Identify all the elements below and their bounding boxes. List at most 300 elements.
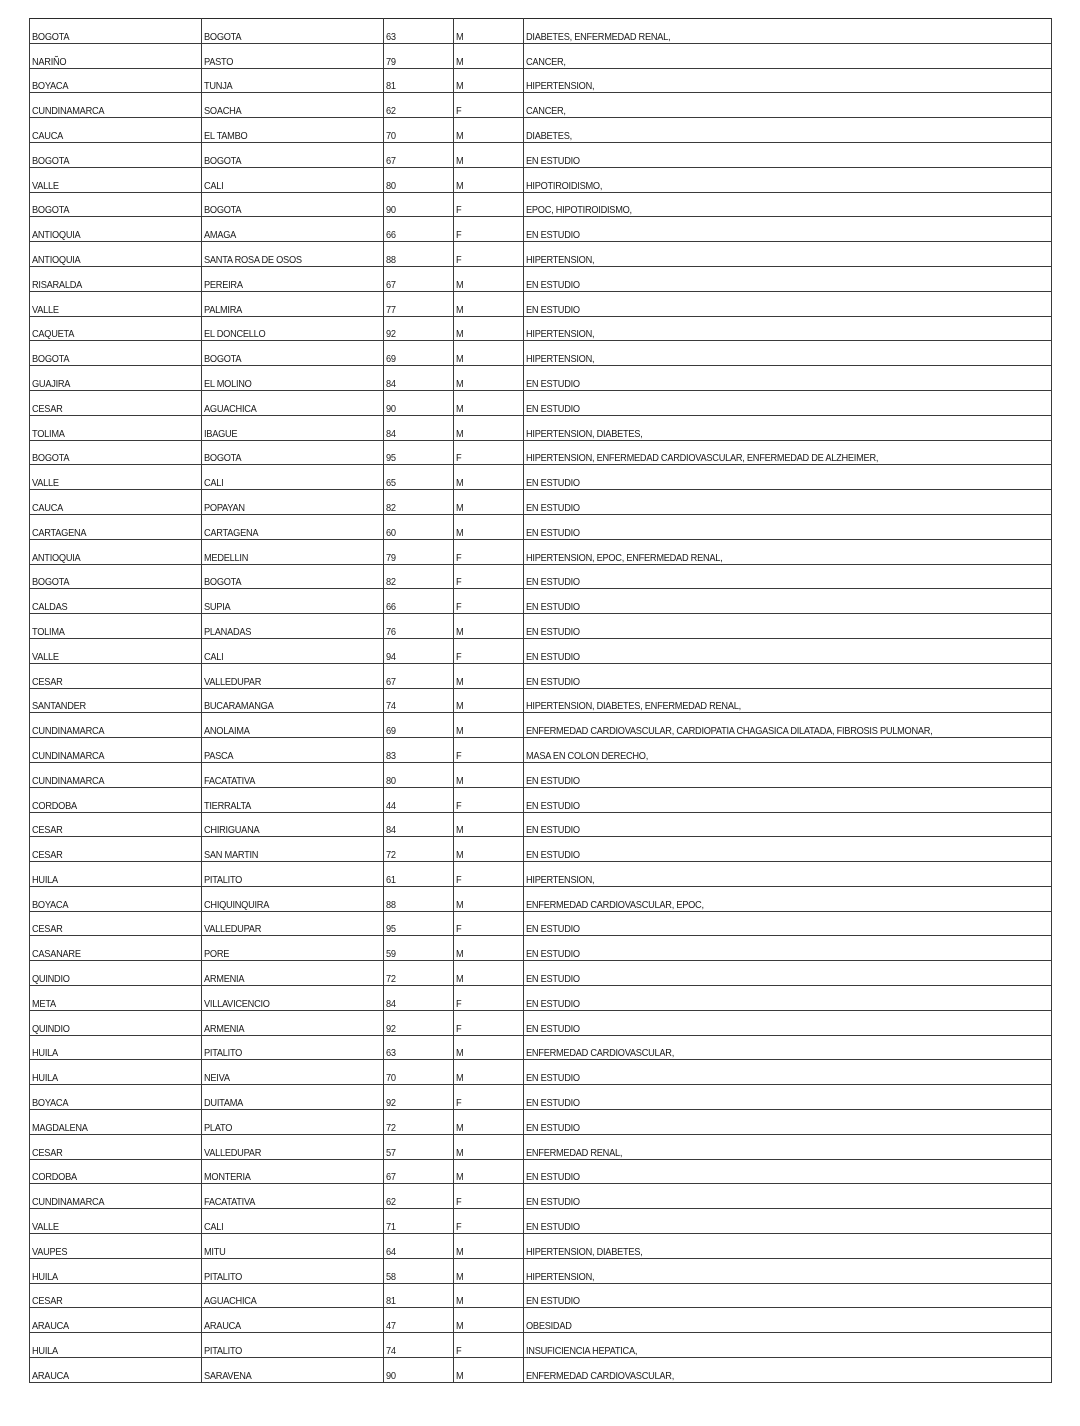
department-cell-text: CUNDINAMARCA bbox=[32, 1196, 105, 1209]
sex-cell-text: F bbox=[456, 452, 462, 465]
department-cell bbox=[30, 217, 202, 242]
conditions-cell-text: EN ESTUDIO bbox=[526, 501, 580, 514]
sex-cell-text: M bbox=[456, 1047, 464, 1060]
conditions-cell bbox=[524, 490, 1052, 515]
department-cell-text: SANTANDER bbox=[32, 700, 86, 713]
city-cell bbox=[202, 514, 384, 539]
sex-cell-text: M bbox=[456, 179, 464, 192]
age-cell bbox=[384, 936, 454, 961]
department-cell bbox=[30, 1060, 202, 1085]
conditions-cell bbox=[524, 242, 1052, 267]
city-cell bbox=[202, 93, 384, 118]
department-cell-text: ANTIOQUIA bbox=[32, 551, 81, 564]
department-cell bbox=[30, 614, 202, 639]
city-cell bbox=[202, 1308, 384, 1333]
conditions-cell-text: EN ESTUDIO bbox=[526, 526, 580, 539]
department-cell-text: ARAUCA bbox=[32, 1369, 69, 1382]
department-cell-text: CASANARE bbox=[32, 948, 81, 961]
department-cell bbox=[30, 1308, 202, 1333]
age-cell-text: 77 bbox=[386, 303, 396, 316]
sex-cell bbox=[454, 43, 524, 68]
department-cell bbox=[30, 762, 202, 787]
city-cell-text: CALI bbox=[204, 179, 224, 192]
age-cell bbox=[384, 316, 454, 341]
conditions-cell-text: EN ESTUDIO bbox=[526, 1097, 580, 1110]
conditions-cell-text: EN ESTUDIO bbox=[526, 824, 580, 837]
table-row bbox=[30, 514, 1052, 539]
age-cell-text: 90 bbox=[386, 402, 396, 415]
conditions-cell bbox=[524, 68, 1052, 93]
age-cell bbox=[384, 1358, 454, 1383]
conditions-cell bbox=[524, 1234, 1052, 1259]
conditions-cell bbox=[524, 564, 1052, 589]
table-row bbox=[30, 167, 1052, 192]
age-cell bbox=[384, 217, 454, 242]
table-row bbox=[30, 713, 1052, 738]
department-cell-text: BOGOTA bbox=[32, 204, 70, 217]
city-cell-text: ARMENIA bbox=[204, 1022, 245, 1035]
city-cell bbox=[202, 688, 384, 713]
sex-cell bbox=[454, 490, 524, 515]
table-row bbox=[30, 1035, 1052, 1060]
city-cell-text: EL DONCELLO bbox=[204, 328, 266, 341]
sex-cell bbox=[454, 1159, 524, 1184]
city-cell-text: PEREIRA bbox=[204, 278, 243, 291]
department-cell-text: BOYACA bbox=[32, 898, 69, 911]
age-cell-text: 81 bbox=[386, 1295, 396, 1308]
age-cell-text: 61 bbox=[386, 873, 396, 886]
conditions-cell-text: EN ESTUDIO bbox=[526, 1121, 580, 1134]
city-cell bbox=[202, 19, 384, 44]
table-row bbox=[30, 440, 1052, 465]
city-cell bbox=[202, 266, 384, 291]
sex-cell bbox=[454, 862, 524, 887]
department-cell-text: CORDOBA bbox=[32, 799, 77, 812]
conditions-cell-text: ENFERMEDAD CARDIOVASCULAR, EPOC, bbox=[526, 898, 704, 911]
age-cell-text: 82 bbox=[386, 501, 396, 514]
age-cell bbox=[384, 93, 454, 118]
sex-cell bbox=[454, 837, 524, 862]
department-cell bbox=[30, 1358, 202, 1383]
table-row bbox=[30, 812, 1052, 837]
city-cell-text: AGUACHICA bbox=[204, 1295, 257, 1308]
sex-cell-text: M bbox=[456, 154, 464, 167]
conditions-cell-text: EN ESTUDIO bbox=[526, 278, 580, 291]
conditions-cell-text: HIPERTENSION, DIABETES, bbox=[526, 1245, 643, 1258]
conditions-cell-text: EN ESTUDIO bbox=[526, 1221, 580, 1234]
age-cell-text: 70 bbox=[386, 129, 396, 142]
age-cell-text: 72 bbox=[386, 849, 396, 862]
city-cell bbox=[202, 713, 384, 738]
conditions-cell-text: EN ESTUDIO bbox=[526, 1295, 580, 1308]
sex-cell-text: F bbox=[456, 576, 462, 589]
sex-cell bbox=[454, 1010, 524, 1035]
department-cell-text: TOLIMA bbox=[32, 427, 65, 440]
sex-cell-text: M bbox=[456, 377, 464, 390]
department-cell-text: CESAR bbox=[32, 824, 63, 837]
age-cell-text: 63 bbox=[386, 1047, 396, 1060]
department-cell bbox=[30, 961, 202, 986]
city-cell bbox=[202, 886, 384, 911]
department-cell-text: CESAR bbox=[32, 1146, 63, 1159]
age-cell bbox=[384, 291, 454, 316]
age-cell-text: 60 bbox=[386, 526, 396, 539]
age-cell-text: 79 bbox=[386, 55, 396, 68]
age-cell-text: 80 bbox=[386, 774, 396, 787]
city-cell bbox=[202, 1333, 384, 1358]
department-cell bbox=[30, 911, 202, 936]
sex-cell bbox=[454, 217, 524, 242]
sex-cell-text: M bbox=[456, 898, 464, 911]
department-cell-text: VALLE bbox=[32, 303, 59, 316]
age-cell-text: 79 bbox=[386, 551, 396, 564]
conditions-cell bbox=[524, 366, 1052, 391]
age-cell-text: 90 bbox=[386, 204, 396, 217]
department-cell bbox=[30, 688, 202, 713]
table-row bbox=[30, 1010, 1052, 1035]
sex-cell-text: M bbox=[456, 55, 464, 68]
sex-cell bbox=[454, 589, 524, 614]
table-row bbox=[30, 862, 1052, 887]
conditions-cell-text: HIPERTENSION, DIABETES, ENFERMEDAD RENAL, bbox=[526, 700, 741, 713]
sex-cell-text: M bbox=[456, 129, 464, 142]
city-cell-text: PITALITO bbox=[204, 873, 243, 886]
city-cell-text: BOGOTA bbox=[204, 353, 242, 366]
sex-cell bbox=[454, 118, 524, 143]
conditions-cell bbox=[524, 316, 1052, 341]
age-cell-text: 74 bbox=[386, 1345, 396, 1358]
age-cell bbox=[384, 118, 454, 143]
department-cell bbox=[30, 713, 202, 738]
age-cell-text: 82 bbox=[386, 576, 396, 589]
conditions-cell bbox=[524, 390, 1052, 415]
city-cell-text: PASCA bbox=[204, 749, 234, 762]
sex-cell bbox=[454, 167, 524, 192]
department-cell-text: CAUCA bbox=[32, 501, 64, 514]
records-table-body bbox=[30, 19, 1052, 1383]
sex-cell bbox=[454, 614, 524, 639]
city-cell-text: CALI bbox=[204, 1221, 224, 1234]
sex-cell-text: M bbox=[456, 353, 464, 366]
sex-cell bbox=[454, 961, 524, 986]
department-cell bbox=[30, 1258, 202, 1283]
age-cell-text: 66 bbox=[386, 229, 396, 242]
department-cell-text: CESAR bbox=[32, 402, 63, 415]
conditions-cell bbox=[524, 440, 1052, 465]
conditions-cell-text: HIPERTENSION, DIABETES, bbox=[526, 427, 643, 440]
table-row bbox=[30, 217, 1052, 242]
city-cell-text: BOGOTA bbox=[204, 154, 242, 167]
age-cell-text: 58 bbox=[386, 1270, 396, 1283]
age-cell bbox=[384, 614, 454, 639]
department-cell-text: TOLIMA bbox=[32, 625, 65, 638]
table-row bbox=[30, 68, 1052, 93]
sex-cell-text: F bbox=[456, 601, 462, 614]
age-cell-text: 81 bbox=[386, 80, 396, 93]
conditions-cell-text: HIPERTENSION, bbox=[526, 873, 595, 886]
conditions-cell-text: EN ESTUDIO bbox=[526, 377, 580, 390]
department-cell-text: CESAR bbox=[32, 1295, 63, 1308]
city-cell bbox=[202, 837, 384, 862]
age-cell-text: 74 bbox=[386, 700, 396, 713]
city-cell-text: ARAUCA bbox=[204, 1320, 241, 1333]
conditions-cell bbox=[524, 43, 1052, 68]
city-cell-text: CHIRIGUANA bbox=[204, 824, 260, 837]
sex-cell-text: M bbox=[456, 1320, 464, 1333]
city-cell bbox=[202, 936, 384, 961]
sex-cell bbox=[454, 762, 524, 787]
sex-cell-text: F bbox=[456, 1221, 462, 1234]
department-cell-text: HUILA bbox=[32, 1270, 58, 1283]
sex-cell-text: M bbox=[456, 849, 464, 862]
sex-cell-text: F bbox=[456, 923, 462, 936]
sex-cell bbox=[454, 986, 524, 1011]
table-row bbox=[30, 1184, 1052, 1209]
city-cell bbox=[202, 663, 384, 688]
table-row bbox=[30, 390, 1052, 415]
age-cell bbox=[384, 192, 454, 217]
department-cell-text: BOGOTA bbox=[32, 30, 70, 43]
conditions-cell-text: OBESIDAD bbox=[526, 1320, 572, 1333]
department-cell bbox=[30, 19, 202, 44]
sex-cell bbox=[454, 1134, 524, 1159]
sex-cell bbox=[454, 266, 524, 291]
department-cell bbox=[30, 1184, 202, 1209]
sex-cell bbox=[454, 564, 524, 589]
conditions-cell-text: EN ESTUDIO bbox=[526, 1196, 580, 1209]
age-cell bbox=[384, 812, 454, 837]
department-cell bbox=[30, 1209, 202, 1234]
city-cell bbox=[202, 68, 384, 93]
city-cell bbox=[202, 1209, 384, 1234]
city-cell-text: PITALITO bbox=[204, 1345, 243, 1358]
sex-cell-text: F bbox=[456, 650, 462, 663]
sex-cell bbox=[454, 688, 524, 713]
sex-cell-text: F bbox=[456, 749, 462, 762]
conditions-cell-text: EN ESTUDIO bbox=[526, 1022, 580, 1035]
conditions-cell-text: HIPERTENSION, EPOC, ENFERMEDAD RENAL, bbox=[526, 551, 723, 564]
sex-cell bbox=[454, 68, 524, 93]
sex-cell-text: F bbox=[456, 997, 462, 1010]
conditions-cell-text: EN ESTUDIO bbox=[526, 625, 580, 638]
conditions-cell bbox=[524, 1333, 1052, 1358]
age-cell-text: 95 bbox=[386, 452, 396, 465]
department-cell-text: RISARALDA bbox=[32, 278, 83, 291]
department-cell bbox=[30, 738, 202, 763]
department-cell bbox=[30, 465, 202, 490]
sex-cell bbox=[454, 1283, 524, 1308]
sex-cell-text: F bbox=[456, 253, 462, 266]
age-cell bbox=[384, 886, 454, 911]
city-cell bbox=[202, 316, 384, 341]
city-cell bbox=[202, 1085, 384, 1110]
age-cell bbox=[384, 1283, 454, 1308]
department-cell bbox=[30, 68, 202, 93]
conditions-cell-text: EN ESTUDIO bbox=[526, 923, 580, 936]
department-cell-text: HUILA bbox=[32, 1047, 58, 1060]
conditions-cell bbox=[524, 1159, 1052, 1184]
age-cell bbox=[384, 539, 454, 564]
department-cell-text: VALLE bbox=[32, 650, 59, 663]
sex-cell-text: M bbox=[456, 30, 464, 43]
department-cell-text: CALDAS bbox=[32, 601, 68, 614]
department-cell bbox=[30, 1159, 202, 1184]
conditions-cell-text: EN ESTUDIO bbox=[526, 650, 580, 663]
department-cell bbox=[30, 862, 202, 887]
city-cell-text: PORE bbox=[204, 948, 230, 961]
table-row bbox=[30, 291, 1052, 316]
sex-cell bbox=[454, 514, 524, 539]
city-cell bbox=[202, 142, 384, 167]
conditions-cell-text: MASA EN COLON DERECHO, bbox=[526, 749, 649, 762]
sex-cell-text: M bbox=[456, 526, 464, 539]
city-cell-text: VALLEDUPAR bbox=[204, 923, 262, 936]
age-cell bbox=[384, 1308, 454, 1333]
city-cell bbox=[202, 539, 384, 564]
conditions-cell-text: EN ESTUDIO bbox=[526, 675, 580, 688]
table-row bbox=[30, 1358, 1052, 1383]
city-cell bbox=[202, 167, 384, 192]
sex-cell bbox=[454, 242, 524, 267]
city-cell-text: FACATATIVA bbox=[204, 774, 256, 787]
age-cell bbox=[384, 1110, 454, 1135]
sex-cell bbox=[454, 341, 524, 366]
sex-cell bbox=[454, 738, 524, 763]
department-cell-text: VALLE bbox=[32, 179, 59, 192]
table-row bbox=[30, 638, 1052, 663]
department-cell bbox=[30, 440, 202, 465]
sex-cell-text: F bbox=[456, 1345, 462, 1358]
sex-cell bbox=[454, 663, 524, 688]
age-cell-text: 92 bbox=[386, 1022, 396, 1035]
city-cell-text: FACATATIVA bbox=[204, 1196, 256, 1209]
sex-cell bbox=[454, 192, 524, 217]
age-cell-text: 92 bbox=[386, 1097, 396, 1110]
city-cell bbox=[202, 118, 384, 143]
sex-cell bbox=[454, 1060, 524, 1085]
age-cell bbox=[384, 1085, 454, 1110]
age-cell-text: 83 bbox=[386, 749, 396, 762]
department-cell-text: BOGOTA bbox=[32, 452, 70, 465]
sex-cell bbox=[454, 713, 524, 738]
age-cell bbox=[384, 787, 454, 812]
department-cell-text: QUINDIO bbox=[32, 1022, 70, 1035]
city-cell-text: TUNJA bbox=[204, 80, 233, 93]
age-cell-text: 80 bbox=[386, 179, 396, 192]
city-cell-text: VALLEDUPAR bbox=[204, 675, 262, 688]
conditions-cell-text: HIPERTENSION, ENFERMEDAD CARDIOVASCULAR, ENFERMEDAD DE ALZHEIMER, bbox=[526, 452, 879, 465]
conditions-cell-text: ENFERMEDAD RENAL, bbox=[526, 1146, 623, 1159]
department-cell bbox=[30, 390, 202, 415]
city-cell-text: PALMIRA bbox=[204, 303, 243, 316]
city-cell bbox=[202, 415, 384, 440]
sex-cell bbox=[454, 1110, 524, 1135]
city-cell bbox=[202, 961, 384, 986]
department-cell-text: BOGOTA bbox=[32, 353, 70, 366]
city-cell-text: IBAGUE bbox=[204, 427, 238, 440]
city-cell-text: POPAYAN bbox=[204, 501, 245, 514]
table-row bbox=[30, 738, 1052, 763]
age-cell-text: 67 bbox=[386, 154, 396, 167]
department-cell bbox=[30, 415, 202, 440]
department-cell-text: CUNDINAMARCA bbox=[32, 749, 105, 762]
age-cell-text: 64 bbox=[386, 1245, 396, 1258]
city-cell-text: AGUACHICA bbox=[204, 402, 257, 415]
city-cell bbox=[202, 762, 384, 787]
table-row bbox=[30, 663, 1052, 688]
city-cell-text: BOGOTA bbox=[204, 576, 242, 589]
conditions-cell bbox=[524, 1134, 1052, 1159]
age-cell bbox=[384, 663, 454, 688]
table-row bbox=[30, 142, 1052, 167]
sex-cell-text: M bbox=[456, 1146, 464, 1159]
age-cell-text: 95 bbox=[386, 923, 396, 936]
city-cell-text: TIERRALTA bbox=[204, 799, 252, 812]
age-cell bbox=[384, 589, 454, 614]
table-row bbox=[30, 341, 1052, 366]
city-cell bbox=[202, 242, 384, 267]
city-cell bbox=[202, 638, 384, 663]
conditions-cell-text: EN ESTUDIO bbox=[526, 402, 580, 415]
table-row bbox=[30, 366, 1052, 391]
city-cell bbox=[202, 1035, 384, 1060]
table-row bbox=[30, 539, 1052, 564]
sex-cell bbox=[454, 1209, 524, 1234]
department-cell-text: VALLE bbox=[32, 477, 59, 490]
conditions-cell-text: HIPERTENSION, bbox=[526, 328, 595, 341]
age-cell-text: 88 bbox=[386, 898, 396, 911]
age-cell-text: 84 bbox=[386, 427, 396, 440]
age-cell bbox=[384, 19, 454, 44]
city-cell bbox=[202, 390, 384, 415]
city-cell-text: DUITAMA bbox=[204, 1097, 244, 1110]
city-cell bbox=[202, 812, 384, 837]
city-cell-text: VALLEDUPAR bbox=[204, 1146, 262, 1159]
city-cell bbox=[202, 787, 384, 812]
conditions-cell-text: HIPERTENSION, bbox=[526, 1270, 595, 1283]
city-cell bbox=[202, 490, 384, 515]
table-row bbox=[30, 1308, 1052, 1333]
sex-cell-text: M bbox=[456, 1295, 464, 1308]
conditions-cell-text: ENFERMEDAD CARDIOVASCULAR, CARDIOPATIA CHAGASICA DILATADA, FIBROSIS PULMONAR, bbox=[526, 725, 933, 738]
department-cell-text: CAQUETA bbox=[32, 328, 75, 341]
age-cell bbox=[384, 1258, 454, 1283]
city-cell bbox=[202, 564, 384, 589]
table-row bbox=[30, 19, 1052, 44]
sex-cell-text: F bbox=[456, 1022, 462, 1035]
department-cell bbox=[30, 539, 202, 564]
age-cell-text: 62 bbox=[386, 105, 396, 118]
city-cell-text: ANOLAIMA bbox=[204, 725, 250, 738]
conditions-cell-text: CANCER, bbox=[526, 55, 566, 68]
conditions-cell-text: EN ESTUDIO bbox=[526, 973, 580, 986]
department-cell bbox=[30, 93, 202, 118]
department-cell bbox=[30, 514, 202, 539]
city-cell-text: BUCARAMANGA bbox=[204, 700, 274, 713]
conditions-cell bbox=[524, 886, 1052, 911]
sex-cell-text: M bbox=[456, 80, 464, 93]
age-cell-text: 67 bbox=[386, 675, 396, 688]
conditions-cell-text: ENFERMEDAD CARDIOVASCULAR, bbox=[526, 1369, 675, 1382]
age-cell-text: 72 bbox=[386, 1121, 396, 1134]
age-cell bbox=[384, 837, 454, 862]
conditions-cell bbox=[524, 787, 1052, 812]
age-cell bbox=[384, 341, 454, 366]
city-cell bbox=[202, 986, 384, 1011]
department-cell bbox=[30, 43, 202, 68]
department-cell bbox=[30, 936, 202, 961]
sex-cell-text: M bbox=[456, 725, 464, 738]
